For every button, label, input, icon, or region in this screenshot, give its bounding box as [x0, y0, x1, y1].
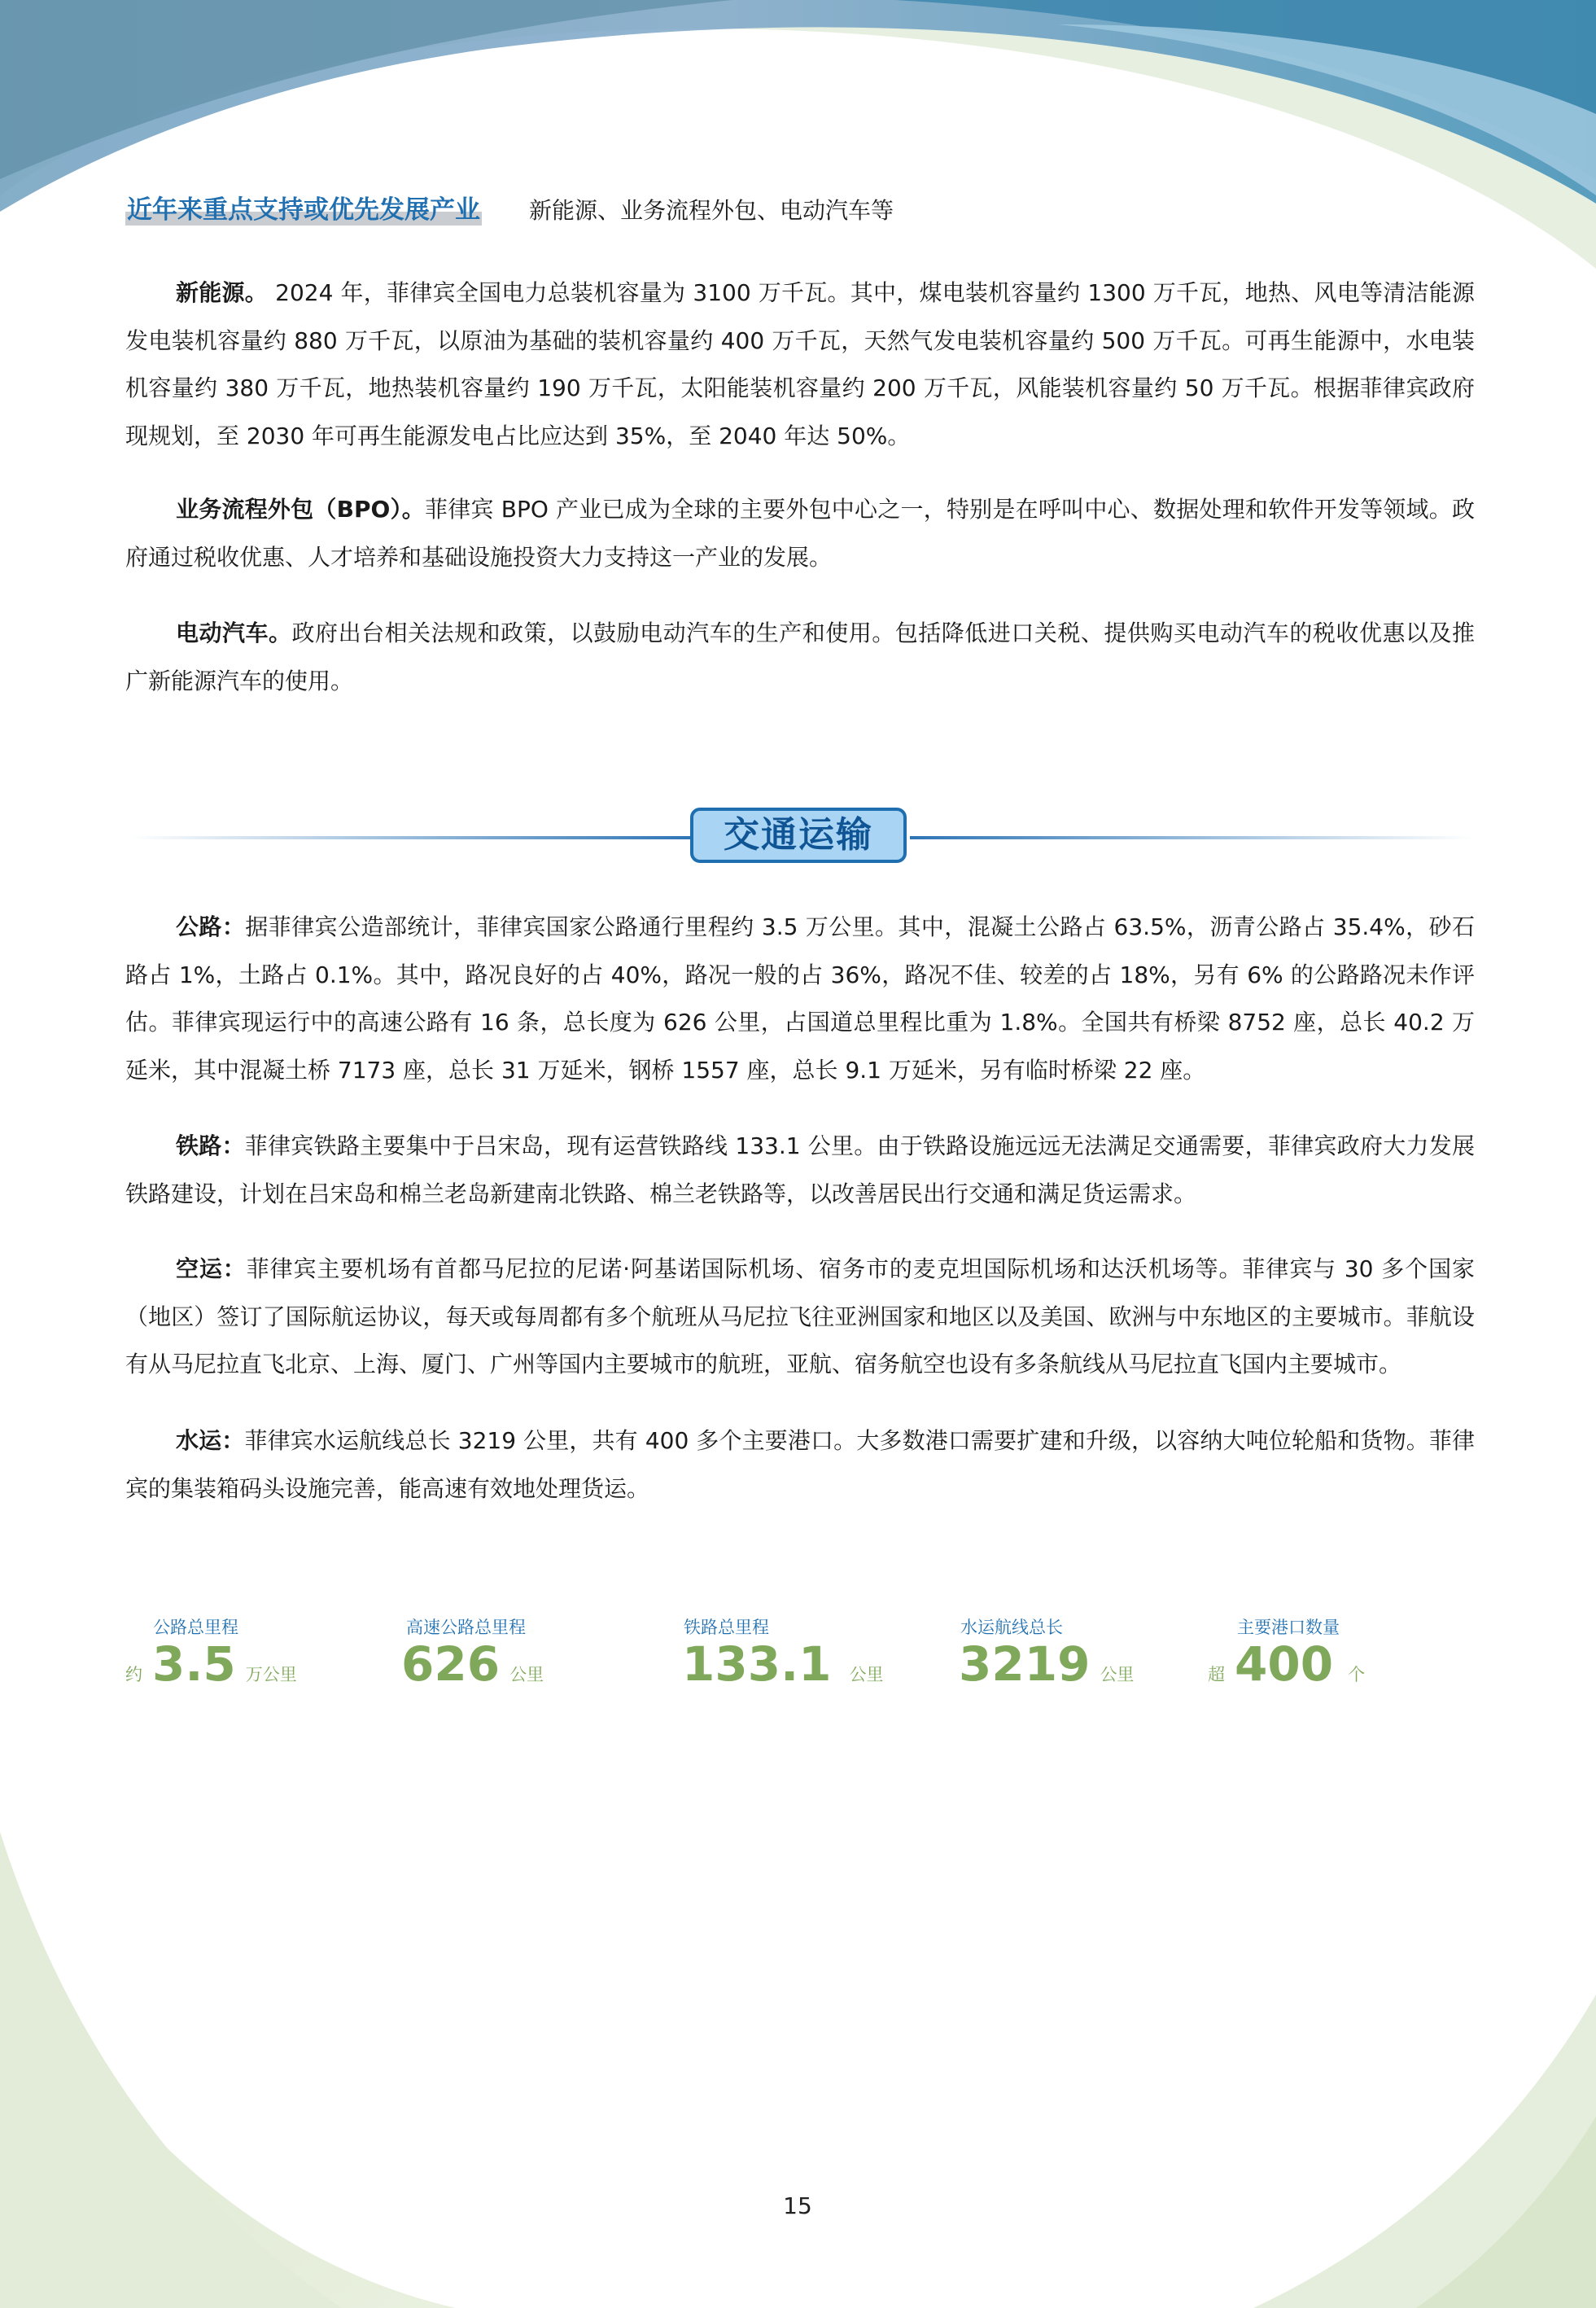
stat-value: 400	[1235, 1636, 1334, 1692]
stat-value: 626	[401, 1636, 501, 1692]
paragraph-new-energy	[125, 269, 1475, 460]
paragraph-text: 2024 年，菲律宾全国电力总装机容量为 3100 万千瓦。其中，煤电装机容量约 1300 万千瓦，地热、风电等清洁能源发电装机容量约 880 万千瓦，以原油为基础的装机容量约 400 万千瓦，天然气发电装机容量约 500 万千瓦。可再生能源中，水电装机容量约 380 万千瓦，地热装机容量约 190 万千瓦，太阳能装机容量约 200 万千瓦，风能装机容量约 50 万千瓦。根据菲律宾政府现规划，至 2030 年可再生能源发电占比应达到 35%，至 2040 年达 50%。	[125, 279, 1475, 449]
section-divider-left	[130, 836, 693, 839]
paragraph-heading: 新能源。	[176, 279, 268, 306]
stat-expressway-mileage	[401, 1614, 544, 1692]
paragraph-text: 菲律宾 BPO 产业已成为全球的主要外包中心之一，特别是在呼叫中心、数据处理和软件开发等领域。政府通过税收优惠、人才培养和基础设施投资大力支持这一产业的发展。	[125, 496, 1475, 571]
stat-label: 高速公路总里程	[406, 1618, 526, 1637]
paragraph-heading: 空运：	[176, 1255, 247, 1282]
paragraph-text: 菲律宾铁路主要集中于吕宋岛，现有运营铁路线 133.1 公里。由于铁路设施远远无法满足交通需要，菲律宾政府大力发展铁路建设，计划在吕宋岛和棉兰老岛新建南北铁路、棉兰老铁路等，以改善居民出行交通和满足货运需求。	[125, 1132, 1475, 1207]
paragraph-text: 菲律宾主要机场有首都马尼拉的尼诺·阿基诺国际机场、宿务市的麦克坦国际机场和达沃机场等。菲律宾与 30 多个国家（地区）签订了国际航运协议，每天或每周都有多个航班从马尼拉飞往亚洲国家和地区以及美国、欧洲与中东地区的主要城市。菲航设有从马尼拉直飞北京、上海、厦门、广州等国内主要城市的航班，亚航、宿务航空也设有多条航线从马尼拉直飞国内主要城市。	[125, 1255, 1475, 1377]
industry-summary-row	[125, 189, 894, 226]
section-title: 交通运输	[690, 808, 907, 863]
stat-value: 133.1	[682, 1636, 832, 1692]
paragraph-electric-vehicles	[125, 610, 1475, 705]
stat-label: 公路总里程	[153, 1618, 238, 1637]
page-number: 15	[783, 2192, 812, 2219]
stat-railway-mileage	[682, 1614, 884, 1692]
paragraph-roads	[125, 904, 1475, 1094]
paragraph-heading: 业务流程外包（BPO）。	[176, 496, 425, 523]
paragraph-heading: 水运：	[176, 1427, 245, 1454]
stat-road-mileage	[125, 1614, 297, 1692]
section-header	[130, 808, 1473, 868]
paragraph-text: 政府出台相关法规和政策，以鼓励电动汽车的生产和使用。包括降低进口关税、提供购买电动汽车的税收优惠以及推广新能源汽车的使用。	[125, 620, 1475, 694]
stat-value: 3219	[959, 1636, 1091, 1692]
paragraph-heading: 铁路：	[176, 1132, 245, 1159]
stat-unit: 个	[1348, 1665, 1366, 1684]
paragraph-text: 据菲律宾公造部统计，菲律宾国家公路通行里程约 3.5 万公里。其中，混凝土公路占 63.5%，沥青公路占 35.4%，砂石路占 1%，土路占 0.1%。其中，路况良好的占 40%，路况一般的占 36%，路况不佳、较差的占 18%，另有 6% 的公路路况未作评估。菲律宾现运行中的高速公路有 16 条，总长度为 626 公里，占国道总里程比重为 1.8%。全国共有桥梁 8752 座，总长 40.2 万延米，其中混凝土桥 7173 座，总长 31 万延米，钢桥 1557 座，总长 9.1 万延米，另有临时桥梁 22 座。	[125, 913, 1475, 1084]
industry-summary-label: 近年来重点支持或优先发展产业	[125, 189, 482, 226]
stat-label: 铁路总里程	[684, 1618, 769, 1637]
stat-value: 3.5	[152, 1636, 236, 1692]
section-divider-right	[910, 836, 1473, 839]
paragraph-air-transport	[125, 1246, 1475, 1389]
stat-unit: 公里	[849, 1665, 884, 1684]
stat-unit: 万公里	[245, 1665, 297, 1684]
industry-summary-value: 新能源、业务流程外包、电动汽车等	[529, 197, 894, 224]
stat-waterway-length	[959, 1614, 1135, 1692]
stat-prefix: 超	[1208, 1665, 1225, 1684]
paragraph-bpo	[125, 486, 1475, 581]
stat-label: 水运航线总长	[960, 1618, 1063, 1637]
paragraph-heading: 电动汽车。	[176, 620, 292, 646]
stat-unit: 公里	[1100, 1665, 1135, 1684]
paragraph-railways	[125, 1123, 1475, 1218]
stat-label: 主要港口数量	[1237, 1618, 1340, 1637]
paragraph-heading: 公路：	[176, 913, 246, 940]
stat-unit: 公里	[509, 1665, 544, 1684]
stat-major-ports	[1208, 1614, 1366, 1692]
paragraph-text: 菲律宾水运航线总长 3219 公里，共有 400 多个主要港口。大多数港口需要扩建和升级，以容纳大吨位轮船和货物。菲律宾的集装箱码头设施完善，能高速有效地处理货运。	[125, 1427, 1475, 1502]
paragraph-water-transport	[125, 1417, 1475, 1513]
stat-prefix: 约	[125, 1665, 142, 1684]
